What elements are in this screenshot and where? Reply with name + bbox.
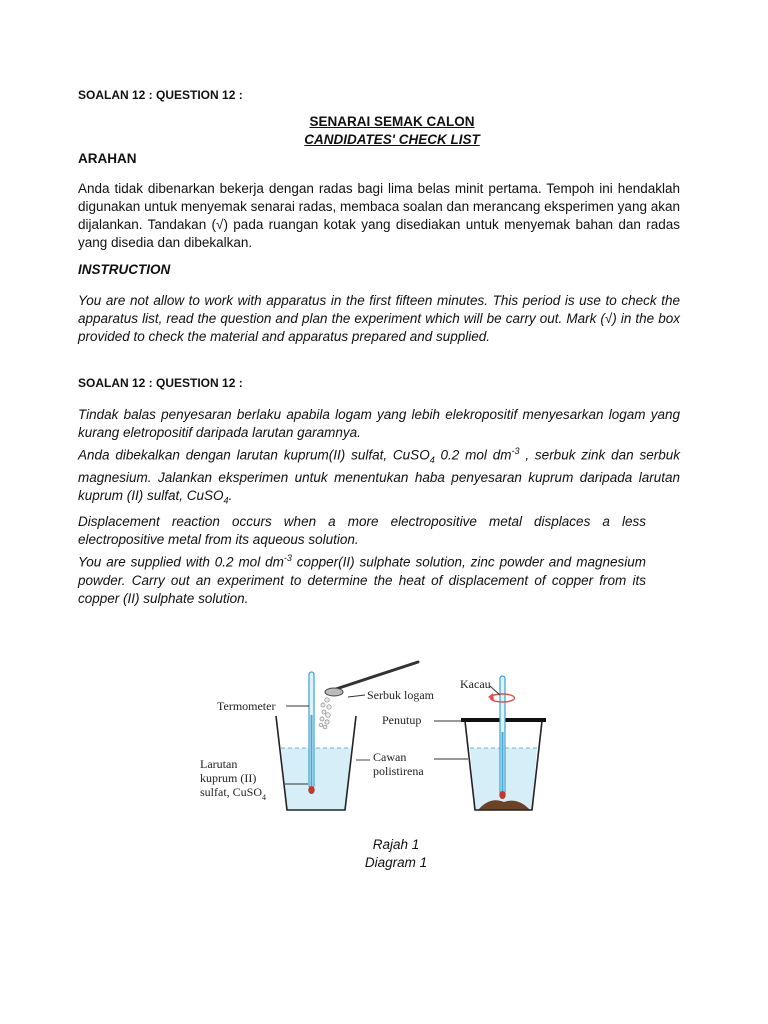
apparatus-diagram xyxy=(190,650,560,825)
caption-english: Diagram 1 xyxy=(364,855,428,870)
q-my-2a: Anda dibekalkan dengan larutan kuprum(II) sulfat, CuSO xyxy=(78,447,430,463)
instruction-paragraph: You are not allow to work with apparatus in the first fifteen minutes. This period is use to check the apparatus list, read the question and plan the experiment which will be carry out. Mark (√) in the box provided to check the material and apparatus prepared and supplied. xyxy=(78,293,680,344)
caption-malay: Rajah 1 xyxy=(372,837,420,852)
q-my-2b: 0.2 mol dm xyxy=(434,447,512,463)
label-thermometer: Termometer xyxy=(217,699,276,713)
label-solution-sub: 4 xyxy=(262,793,267,802)
period: . xyxy=(228,488,233,504)
question-english-line1: Displacement reaction occurs when a more electropositive metal displaces a less electropositive metal from its aqueous solution. xyxy=(78,514,646,547)
superscript-minus3-en: -3 xyxy=(283,553,292,563)
question-english-line2 xyxy=(78,549,646,608)
label-solution-3-text: sulfat, CuSO xyxy=(200,785,263,799)
label-cup-2: polistirena xyxy=(373,764,424,778)
label-solution-1: Larutan xyxy=(200,757,238,771)
label-solution-3 xyxy=(200,785,266,802)
superscript-minus3: -3 xyxy=(511,446,520,456)
question-malay-paragraph xyxy=(78,406,680,510)
question-malay-line1: Tindak balas penyesaran berlaku apabila logam yang lebih elekropositif menyesarkan logam yang kurang eletropositif daripada larutan garamnya. xyxy=(78,407,680,440)
title-malay: SENARAI SEMAK CALON xyxy=(309,114,475,129)
left-beaker xyxy=(276,716,356,810)
subscript-4b: 4 xyxy=(223,495,229,506)
label-metal-powder: Serbuk logam xyxy=(367,688,434,702)
question-malay-line2 xyxy=(78,442,680,510)
q-my-2c: , serbuk zink dan serbuk magnesium. Jalankan eksperimen untuk menentukan haba penyesaran kuprum daripada larutan kuprum (II) sulfat, CuSO xyxy=(78,447,681,504)
question-header: SOALAN 12 : QUESTION 12 : xyxy=(78,88,243,102)
left-thermometer xyxy=(308,672,314,794)
falling-powder xyxy=(319,698,331,729)
instruction-heading: INSTRUCTION xyxy=(78,262,171,277)
label-solution-2: kuprum (II) xyxy=(200,771,257,785)
q-en-2b: copper(II) sulphate solution, zinc powder and magnesium powder. Carry out an experiment to determine the heat of displacement of copper from its copper (II) sulphate solution. xyxy=(78,554,646,606)
question-english-paragraph xyxy=(78,513,646,608)
arahan-paragraph: Anda tidak dibenarkan bekerja dengan radas bagi lima belas minit pertama. Tempoh ini hendaklah digunakan untuk menyemak senarai radas, membaca soalan dan merancang eksperimen yang akan dijalankan. Tandakan (√) pada ruangan kotak yang disediakan untuk menyemak bahan dan radas yang disedia dan dibekalkan. xyxy=(78,181,680,250)
question-header-2: SOALAN 12 : QUESTION 12 : xyxy=(78,376,243,390)
subscript-4: 4 xyxy=(429,455,435,466)
label-cup-1: Cawan xyxy=(373,750,407,764)
q-en-2a: You are supplied with 0.2 mol dm xyxy=(78,554,284,570)
title-english: CANDIDATES' CHECK LIST xyxy=(304,132,480,147)
label-lid: Penutup xyxy=(382,713,422,727)
arahan-heading: ARAHAN xyxy=(78,151,137,166)
label-stir: Kacau xyxy=(460,677,491,691)
